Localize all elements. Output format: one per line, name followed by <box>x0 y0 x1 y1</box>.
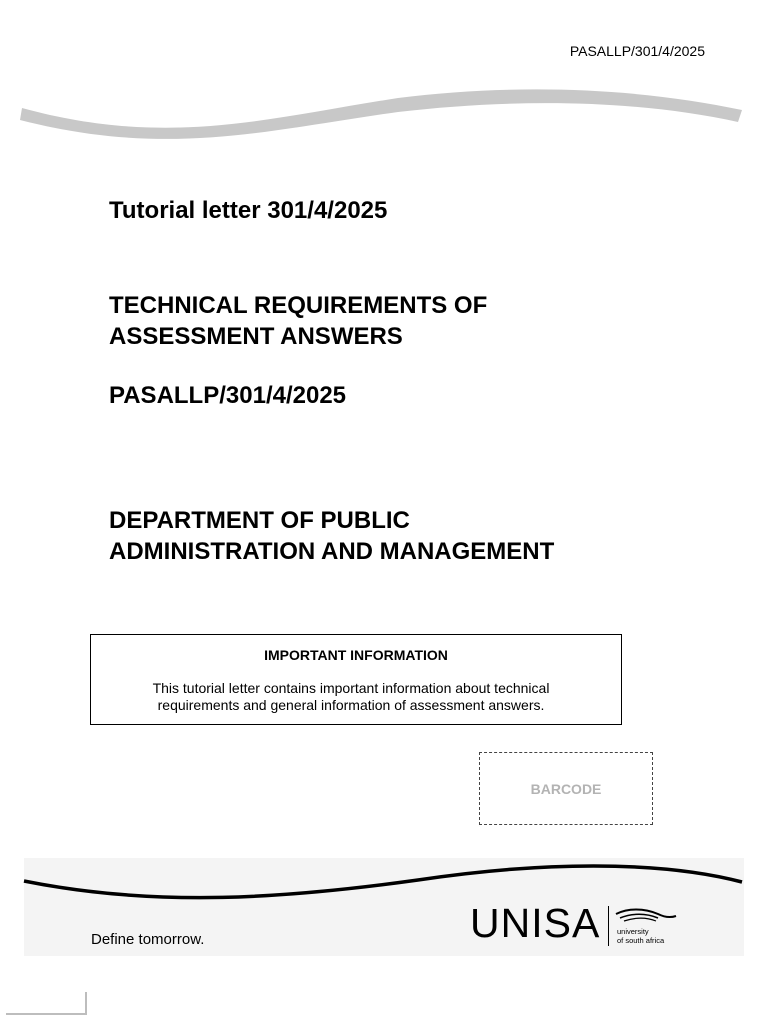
logo-subtitle-line-2: of south africa <box>617 936 665 945</box>
logo-divider <box>608 906 609 946</box>
unisa-logo-wordmark: UNISA <box>470 900 601 946</box>
unisa-logo-subtitle <box>617 927 664 945</box>
department-name-line-2: ADMINISTRATION AND MANAGEMENT <box>109 538 555 565</box>
important-information-body <box>111 680 591 714</box>
important-information-line-2: requirements and general information of assessment answers. <box>157 697 545 713</box>
subject-title <box>109 290 487 352</box>
page-corner-mark <box>0 988 90 1018</box>
barcode-label: BARCODE <box>530 780 602 797</box>
document-reference: PASALLP/301/4/2025 <box>569 43 705 59</box>
barcode-placeholder <box>479 752 653 825</box>
important-information-line-1: This tutorial letter contains important information about technical <box>152 680 550 696</box>
important-information-heading: IMPORTANT INFORMATION <box>264 647 448 663</box>
tutorial-letter-title: Tutorial letter 301/4/2025 <box>109 197 388 224</box>
decorative-swoosh-top <box>18 78 748 148</box>
subject-title-line-2: ASSESSMENT ANSWERS <box>109 323 403 350</box>
footer-tagline: Define tomorrow. <box>91 931 205 948</box>
department-name <box>109 505 554 567</box>
unisa-emblem-icon <box>614 906 678 926</box>
logo-subtitle-line-1: university <box>617 927 649 936</box>
subject-title-line-1: TECHNICAL REQUIREMENTS OF <box>109 292 488 319</box>
important-information-box <box>90 634 622 725</box>
decorative-swoosh-bottom <box>18 850 748 910</box>
department-name-line-1: DEPARTMENT OF PUBLIC <box>109 507 410 534</box>
module-code: PASALLP/301/4/2025 <box>109 382 347 409</box>
